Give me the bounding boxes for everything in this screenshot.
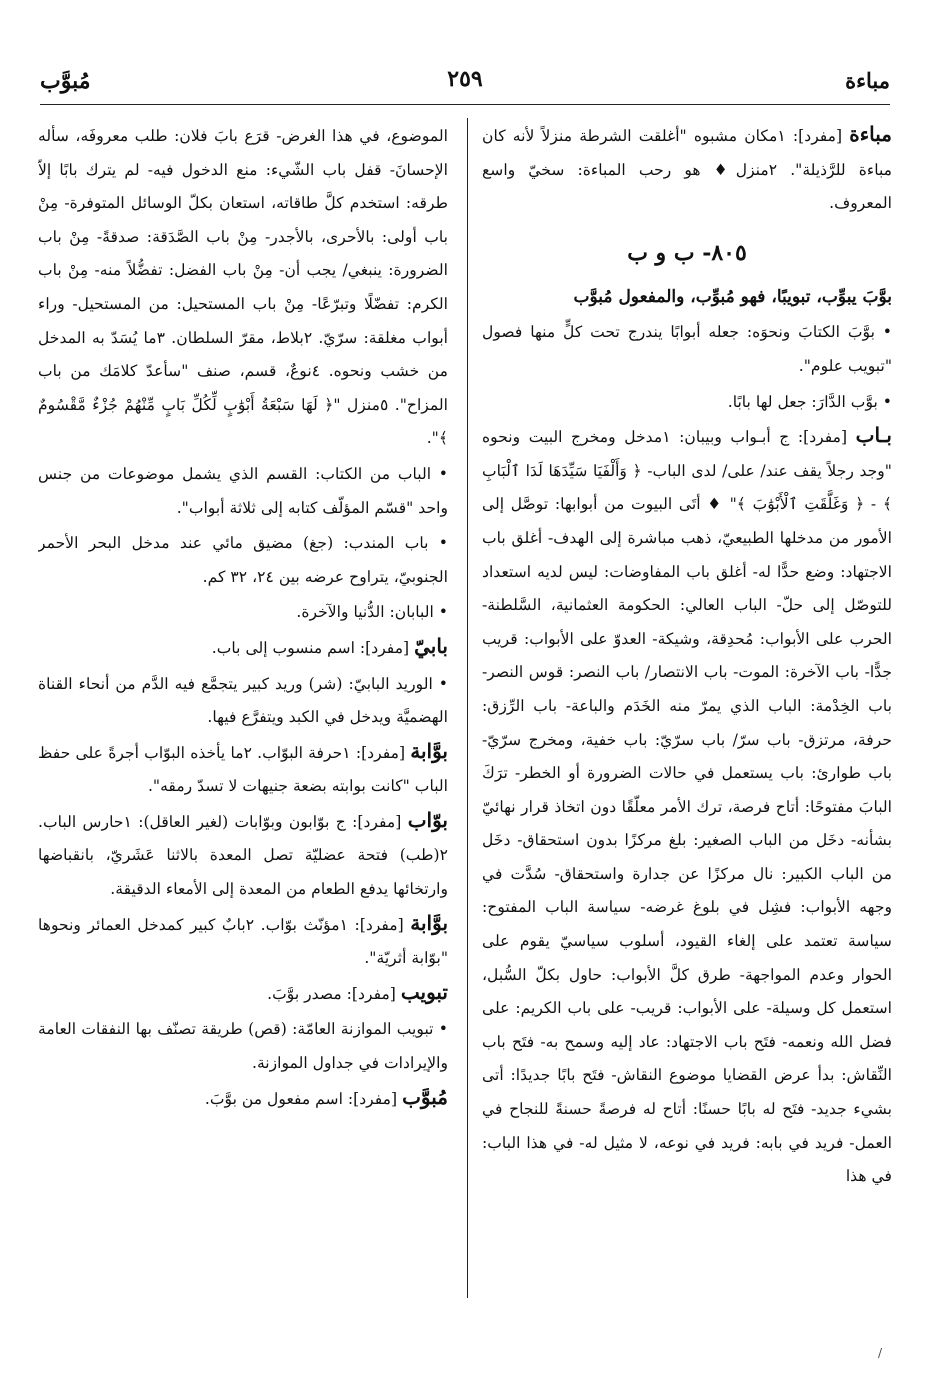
headword: تبويب: [400, 979, 448, 1004]
entry: [482, 118, 892, 221]
headword: مباءة: [849, 122, 892, 146]
entry: [38, 525, 448, 594]
headword: بـاب: [855, 423, 892, 448]
headword: بوَّابة: [410, 738, 448, 763]
entry-text: • بوَّبَ الكتابَ ونحوَه: جعله أبوابًا يندرج تحت كلٍّ منها فصول "تبويب علوم".: [482, 323, 892, 375]
entry: [38, 594, 448, 630]
header-right-word: مباءة: [845, 68, 890, 93]
column-divider: [467, 118, 468, 1298]
entry-text: • بوَّب الدَّارَ: جعل لها بابًا.: [727, 392, 892, 411]
entry: [38, 1011, 448, 1080]
headword: بابيّ: [414, 633, 448, 658]
entry: [38, 735, 448, 804]
entry-text: [مفرد]: ج بوّابون وبوّابات (لغير العاقل): ١حارس الباب. ٢(طب) فتحة عضليّة تصل المعدة بالاثنا عَشَريّ، بانقباضها وارتخائها يدفع الطعام من المعدة إلى الأمعاء الدقيقة.: [38, 812, 448, 899]
entry-text: [مفرد]: ج أبـواب وبيبان: ١مدخل ومخرج البيت ونحوه "وجد رجلاً يقف عند/ على/ لدى الباب- ﴿ وَأَلْفَيَا سَيِّدَهَا لَدَا ٱلْبَابِ ﴾ - ﴿ وَغَلَّقَتِ ٱلْأَبْوَٰبَ ﴾" ♦ أتَى البيوت من أبوابها: توصَّل إلى الأمور من مدخلها الطبيعيّ، ذهب مباشرة إلى الهدف- أغلق باب الاجتهاد: وضع حدًّا له- أغلق باب المفاوضات: ليس لديه استعداد للتوصّل إلى حلّ- الباب العالي: الحكومة العثمانية، السَّلطنة- الحرب على الأبواب: مُحدِقة، وشيكة- العدوّ على الأبواب: قريب جدًّا- باب الآخرة: الموت- باب الانتصار/ باب النصر: قوس النصر- باب الخِدْمة: الباب الذي يمرّ منه الخَدَم والباعة- باب الرِّزق: حرفة، مرتزق- باب سرّ/ باب سرّيّ: باب خفية، ومخرج سرّيّ- باب طوارئ: باب يستعمل في حالات الضرورة أو الخطر- ترَكَ البابَ مفتوحًا: أتاح فرصة، ترك الأمر معلّقًا دون اتخاذ قرار نهائيّ بشأنه- دخَل من الباب الصغير: بلغ مركزًا بدون استحقاق- دخَل من الباب الكبير: نال مركزًا عن جدارة واستحقاق- سُدَّت في وجهه الأبواب: فشِل في بلوغ غرضه- سياسة الباب المفتوح: سياسة تعتمد على إلغاء القيود، أسلوب سياسيّ يقوم على الحوار وعدم المواجهة- طرق كلَّ الأبواب: حاول بكلّ السُّبل، استعمل كل وسيلة- على الأبواب: قريب- على باب الكريم: على فضل الله ونعمه- فتَح باب الاجتهاد: عاد إليه وسمح به- فتَح باب النِّقاش: بدأ عرض القضايا موضوع النقاش- فتَح بابًا جديدًا: أتى بشيء جديد- فتَح له بابًا حسنًا: أتاح له فرصةً حسنةً للنجاح في العمل- فريد في بابه: فريد في نوعه، لا مثيل له- في هذا الباب: في هذا: [482, 428, 892, 1186]
entry: [482, 314, 892, 383]
entry-text: [مفرد]: اسم منسوب إلى باب.: [211, 638, 415, 657]
right-column: [482, 118, 892, 1303]
entry-text: • البابان: الدُّنيا والآخرة.: [296, 603, 448, 622]
page-header: [40, 62, 890, 105]
entry-text: [مفرد]: مصدر بوَّبَ.: [267, 984, 401, 1003]
page-number: ٢٥٩: [447, 66, 483, 92]
entry: [482, 384, 892, 420]
headword: بوّاب: [407, 807, 448, 832]
verb-conjugation: بوَّبَ يبوِّب، تبويبًا، فهو مُبوِّب، والمفعول مُبوَّب: [573, 286, 892, 307]
left-column: [38, 118, 448, 1303]
header-left-word: مُبوَّب: [40, 68, 91, 94]
entry: [38, 456, 448, 525]
entry: [38, 1081, 448, 1117]
entry: [38, 630, 448, 666]
entry: [38, 118, 448, 456]
entry-text: [مفرد]: ١مكان مشبوه "أغلقت الشرطة منزلاً لأنه كان مباءة للرَّذيلة". ٢منزل♦ هو رحب المباءة: سخيّ واسع المعروف.: [482, 127, 892, 213]
entry: [38, 666, 448, 735]
entry-text: • تبويب الموازنة العامّة: (قص) طريقة تصنّف بها النفقات العامة والإيرادات في جداول الموازنة.: [38, 1020, 448, 1073]
entry-text: • الباب من الكتاب: القسم الذي يشمل موضوعات من جنس واحد "قسّم المؤلّف كتابه إلى ثلاثة أبواب".: [38, 464, 448, 517]
entry-text: [مفرد]: اسم مفعول من بوَّبَ.: [204, 1089, 403, 1108]
entry-text: [مفرد]: ١حرفة البوّاب. ٢ما يأخذه البوّاب أجرةً على حفظ الباب "كانت بوابته بضعة جنيهات لا تسدّ رمقه".: [38, 743, 448, 796]
entry-text: [مفرد]: ١مؤنّث بوّاب. ٢بابٌ كبير كمدخل العمائر ونحوها "بوّابة أثريّة".: [38, 915, 448, 968]
headword: مُبوَّب: [402, 1084, 448, 1109]
entry: [38, 804, 448, 907]
entry: [38, 907, 448, 976]
entry-text: • باب المندب: (جغ) مضيق مائي عند مدخل البحر الأحمر الجنوبيّ، يتراوح عرضه بين ٢٤، ٣٢ كم.: [38, 534, 448, 586]
entry-text: الموضوع، في هذا الغرض- قرَع بابَ فلان: طلب معروفَه، سأله الإحسانَ- قفل باب الشّيء: منع الدخول فيه- لم يترك بابًا إلاّ طرقه: استخدم كلَّ طاقاته، استعان بكلّ الوسائل المتوفرة- مِنْ باب أولى: بالأحرى، بالأجدر- مِنْ باب الصَّدَقة: صدقةً- مِنْ باب الضرورة: ينبغي/ يجب أن- مِنْ باب الفضل: تفضُّلاً منه- مِنْ باب الكرم: تفضّلًا وتبرّعًا- مِنْ باب المستحيل: من المستحيل- وراء أبواب مغلقة: سرّيّ. ٢بلاط، مقرّ السلطان. ٣ما يُسَدّ به المدخل من خشب ونحوه. ٤نوعٌ، قسم، صنف "سأعدّ كلامَك من باب المزاح". ٥منزل "﴿ لَهَا سَبْعَةُ أَبْوَٰبٍ لِّكُلِّ بَابٍ مِّنْهُمْ جُزْءٌ مَّقْسُومٌ ﴾".: [38, 127, 448, 448]
entry: [482, 419, 892, 1194]
entry: [38, 976, 448, 1012]
section-title: ٨٠٥- ب و ب: [627, 239, 747, 266]
entry-text: • الوريد البابيّ: (شر) وريد كبير يتجمَّع فيه الدَّم من أنحاء القناة الهضميَّة ويدخل في الكبد ويتفرَّع فيها.: [38, 674, 448, 727]
scan-mark: /: [878, 1346, 883, 1360]
headword: بوَّابة: [410, 910, 448, 935]
